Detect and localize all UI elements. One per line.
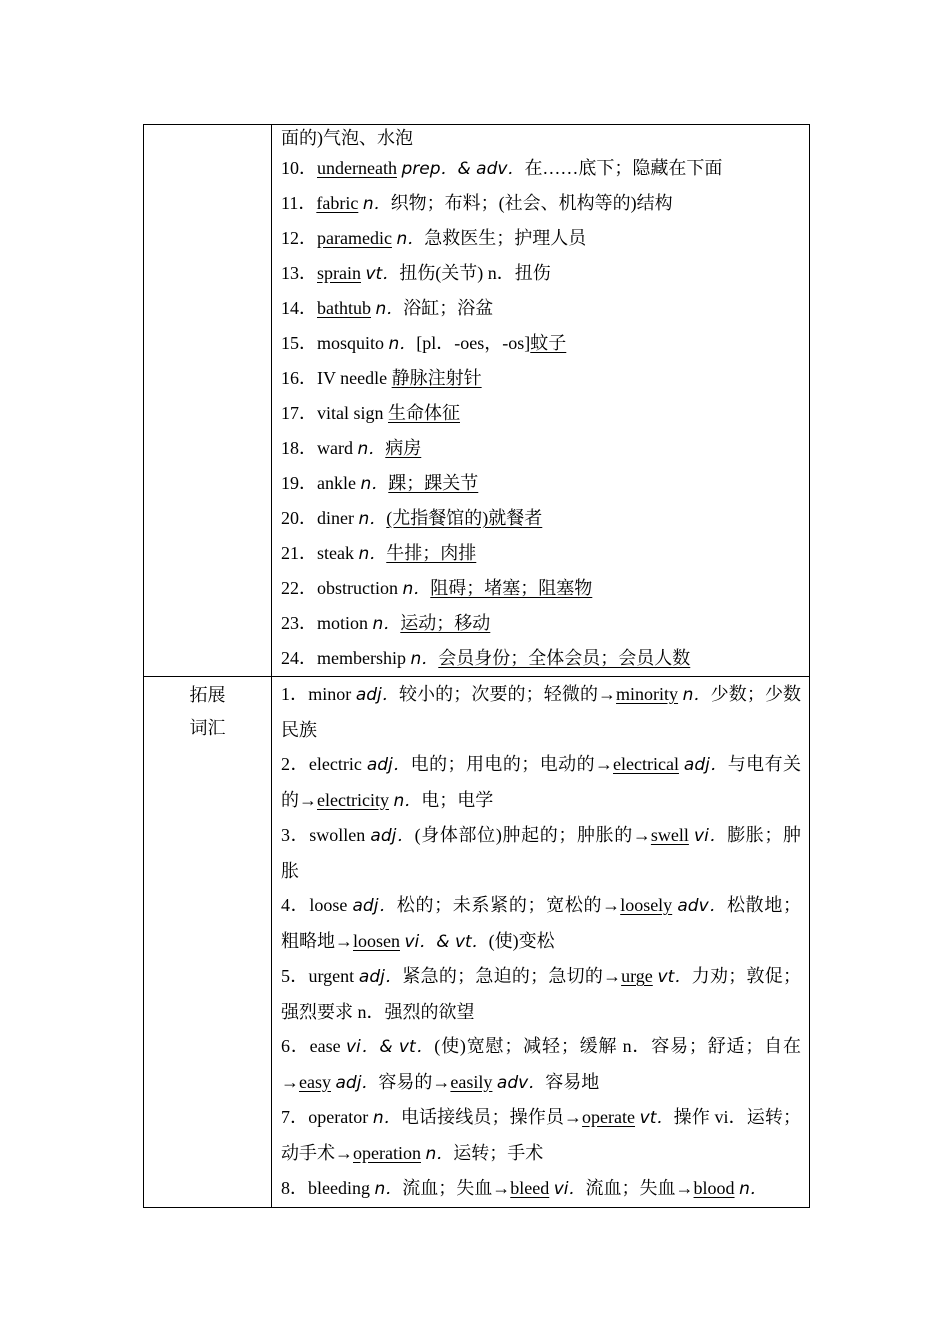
word-meaning: 生命体征 <box>388 403 460 423</box>
core-label-cell <box>144 125 272 677</box>
list-item <box>272 536 809 571</box>
list-item <box>272 291 809 326</box>
list-item <box>272 818 809 888</box>
list-item <box>272 151 809 186</box>
derived-word: operate <box>582 1107 636 1127</box>
part-of-speech: n． <box>402 579 431 599</box>
part-of-speech: adj． <box>683 755 728 775</box>
derived-word: minority <box>616 684 679 704</box>
word-meaning: 织物；布料；(社会、机构等的)结构 <box>390 193 673 213</box>
part-of-speech: n． <box>388 334 417 354</box>
part-of-speech: prep．& adv． <box>401 159 525 179</box>
word-meaning: 扭伤(关节) n．扭伤 <box>399 263 551 283</box>
list-item <box>272 501 809 536</box>
word-meaning: 急救医生；护理人员 <box>424 228 587 248</box>
part-of-speech: vi． <box>694 826 728 846</box>
part-of-speech: vt． <box>365 264 400 284</box>
item-number: 17． <box>281 403 317 423</box>
section-label <box>144 677 271 745</box>
list-item <box>272 1100 809 1171</box>
word-meaning: 会员身份；全体会员；会员人数 <box>438 648 691 668</box>
list-item <box>272 571 809 606</box>
vocab-word: bathtub <box>317 298 371 318</box>
item-number: 21． <box>281 543 317 563</box>
item-number: 2． <box>281 754 309 774</box>
vocab-word: membership <box>317 648 406 668</box>
part-of-speech: vt． <box>639 1108 674 1128</box>
word-meaning: 阻碍；堵塞；阻塞物 <box>430 578 593 598</box>
word-meaning: 容易的→ <box>378 1071 451 1092</box>
vocab-word: steak <box>317 543 354 563</box>
word-meaning: 力劝；敦促；强烈要求 n．强烈的欲望 <box>281 966 802 1022</box>
item-number: 6． <box>281 1036 310 1056</box>
word-meaning: (尤指餐馆的)就餐者 <box>386 508 543 528</box>
word-meaning: (身体部位)肿起的；肿胀的→ <box>414 825 651 845</box>
item-number: 19． <box>281 473 317 493</box>
item-number: 24． <box>281 648 317 668</box>
word-meaning: 电的；用电的；电动的→ <box>410 754 614 774</box>
vocabulary-table <box>143 124 810 1208</box>
vocab-word: diner <box>317 508 354 528</box>
list-item <box>272 606 809 641</box>
word-meaning: 在……底下；隐藏在下面 <box>524 158 723 178</box>
word-meaning: (使)变松 <box>488 930 555 951</box>
part-of-speech: adj． <box>370 826 415 846</box>
part-of-speech: n． <box>362 194 391 214</box>
item-number: 13． <box>281 263 317 283</box>
word-meaning: 踝；踝关节 <box>388 473 479 493</box>
part-of-speech: n． <box>374 1179 403 1199</box>
part-of-speech: adj． <box>355 685 399 705</box>
list-item <box>272 677 809 747</box>
word-meaning: 电话接线员；操作员→ <box>400 1107 583 1127</box>
part-of-speech: n． <box>358 509 387 529</box>
vocab-word: bleeding <box>308 1178 370 1198</box>
vocab-word: sprain <box>317 263 361 283</box>
part-of-speech: vi．& vt． <box>345 1037 435 1057</box>
word-meaning: 浴缸；浴盆 <box>403 298 494 318</box>
part-of-speech: vt． <box>657 967 692 987</box>
list-item <box>272 361 809 396</box>
derived-word: easily <box>450 1071 493 1092</box>
word-meaning: 运转；手术 <box>453 1142 544 1163</box>
vocab-word: obstruction <box>317 578 398 598</box>
word-meaning: 操作 vi．运转；动手术→ <box>281 1107 802 1163</box>
part-of-speech: n． <box>739 1179 767 1199</box>
derived-word: urge <box>621 966 653 986</box>
word-meaning: 与电有关的→ <box>281 754 802 810</box>
part-of-speech: n． <box>682 685 711 705</box>
vocab-word: ease <box>309 1036 341 1056</box>
part-of-speech: n． <box>358 544 387 564</box>
vocab-word: operator <box>308 1107 369 1127</box>
item-number: 23． <box>281 613 317 633</box>
extended-list <box>272 677 809 1207</box>
part-of-speech: adj． <box>358 967 403 987</box>
derived-word: blood <box>693 1178 735 1198</box>
word-meaning: 牛排；肉排 <box>386 543 477 563</box>
part-of-speech: n． <box>357 439 386 459</box>
part-of-speech: n． <box>410 649 439 669</box>
core-list <box>272 151 809 676</box>
part-of-speech: n． <box>396 229 425 249</box>
part-of-speech: n． <box>425 1143 454 1164</box>
derived-word: loosen <box>353 930 400 951</box>
item-number: 20． <box>281 508 317 528</box>
item-number: 18． <box>281 438 317 458</box>
table-row-extended <box>144 677 810 1208</box>
list-item <box>272 747 809 818</box>
vocab-word: mosquito <box>317 333 385 353</box>
item-number: 22． <box>281 578 317 598</box>
item-number: 4． <box>281 895 310 915</box>
extended-label-cell <box>144 677 272 1208</box>
part-of-speech: adj． <box>335 1072 379 1093</box>
word-meaning: 较小的；次要的；轻微的→ <box>398 684 617 704</box>
list-item <box>272 221 809 256</box>
word-meaning: 流血；失血→ <box>585 1178 694 1198</box>
list-item <box>272 186 809 221</box>
core-content-cell <box>272 125 810 677</box>
section-label-line: 词汇 <box>189 718 226 738</box>
word-meaning: 松散地；粗略地→ <box>281 895 801 951</box>
plural-form: [pl．-oes，-os] <box>416 333 531 353</box>
extended-content-cell <box>272 677 810 1208</box>
word-meaning: 紧急的；急迫的；急切的→ <box>402 966 622 986</box>
derived-word: easy <box>299 1071 331 1092</box>
continuation-line: 面的)气泡、水泡 <box>281 128 413 148</box>
vocab-word: minor <box>308 684 352 704</box>
part-of-speech: n． <box>372 614 401 634</box>
item-number: 1． <box>281 684 309 704</box>
part-of-speech: n． <box>372 1108 401 1128</box>
vocab-word: electric <box>308 754 362 774</box>
word-meaning: (使)宽慰；减轻；缓解 n．容易；舒适；自在→ <box>281 1036 802 1092</box>
vocab-word: fabric <box>316 193 359 213</box>
word-meaning: 松的；未系紧的；宽松的→ <box>396 895 621 915</box>
vocab-word: loose <box>309 895 348 915</box>
list-item <box>272 641 809 676</box>
vocab-word: ankle <box>317 473 356 493</box>
derived-word: electrical <box>613 754 679 774</box>
item-number: 8． <box>281 1178 308 1198</box>
derived-word: bleed <box>510 1178 550 1198</box>
word-meaning: 膨胀；肿胀 <box>281 825 802 881</box>
item-number: 11． <box>281 193 317 213</box>
vocab-word: urgent <box>308 966 355 986</box>
list-item <box>272 888 809 959</box>
part-of-speech: n． <box>375 299 404 319</box>
item-number: 7． <box>281 1107 309 1127</box>
word-meaning: 流血；失血→ <box>402 1178 511 1198</box>
item-number: 3． <box>281 825 310 845</box>
section-label-line: 拓展 <box>189 685 226 705</box>
part-of-speech: adv． <box>496 1072 546 1093</box>
vocab-word: IV needle <box>317 368 388 388</box>
item-number: 16． <box>281 368 317 388</box>
word-meaning: 静脉注射针 <box>391 368 482 388</box>
part-of-speech: vi． <box>553 1179 586 1199</box>
word-meaning: 蚊子 <box>530 333 567 353</box>
vocab-word: swollen <box>309 825 366 845</box>
derived-word: electricity <box>317 789 389 810</box>
list-item <box>272 256 809 291</box>
item-number: 10． <box>281 158 317 178</box>
word-meaning: 容易地 <box>545 1071 600 1092</box>
item-number: 14． <box>281 298 317 318</box>
vocab-word: paramedic <box>317 228 392 248</box>
word-meaning: 电；电学 <box>421 789 494 810</box>
part-of-speech: adv． <box>677 896 727 916</box>
vocab-word: ward <box>317 438 353 458</box>
derived-word: loosely <box>620 895 673 915</box>
derived-word: operation <box>353 1142 421 1163</box>
vocab-word: underneath <box>317 158 397 178</box>
list-item <box>272 1171 809 1207</box>
vocab-word: vital sign <box>317 403 384 423</box>
list-item <box>272 396 809 431</box>
word-meaning: 病房 <box>385 438 422 458</box>
item-number: 12． <box>281 228 317 248</box>
word-meaning: 运动；移动 <box>400 613 491 633</box>
part-of-speech: n． <box>393 790 422 811</box>
list-item <box>272 466 809 501</box>
list-item <box>272 326 809 361</box>
part-of-speech: n． <box>360 474 389 494</box>
word-meaning: 少数；少数民族 <box>281 684 802 740</box>
vocab-word: motion <box>317 613 369 633</box>
part-of-speech: adj． <box>366 755 411 775</box>
item-number: 15． <box>281 333 317 353</box>
part-of-speech: vi．& vt． <box>404 931 489 952</box>
list-item <box>272 1029 809 1100</box>
table-row-core <box>144 125 810 677</box>
list-item <box>272 959 809 1029</box>
item-number: 5． <box>281 966 309 986</box>
derived-word: swell <box>650 825 689 845</box>
part-of-speech: adj． <box>352 896 397 916</box>
list-item <box>272 431 809 466</box>
